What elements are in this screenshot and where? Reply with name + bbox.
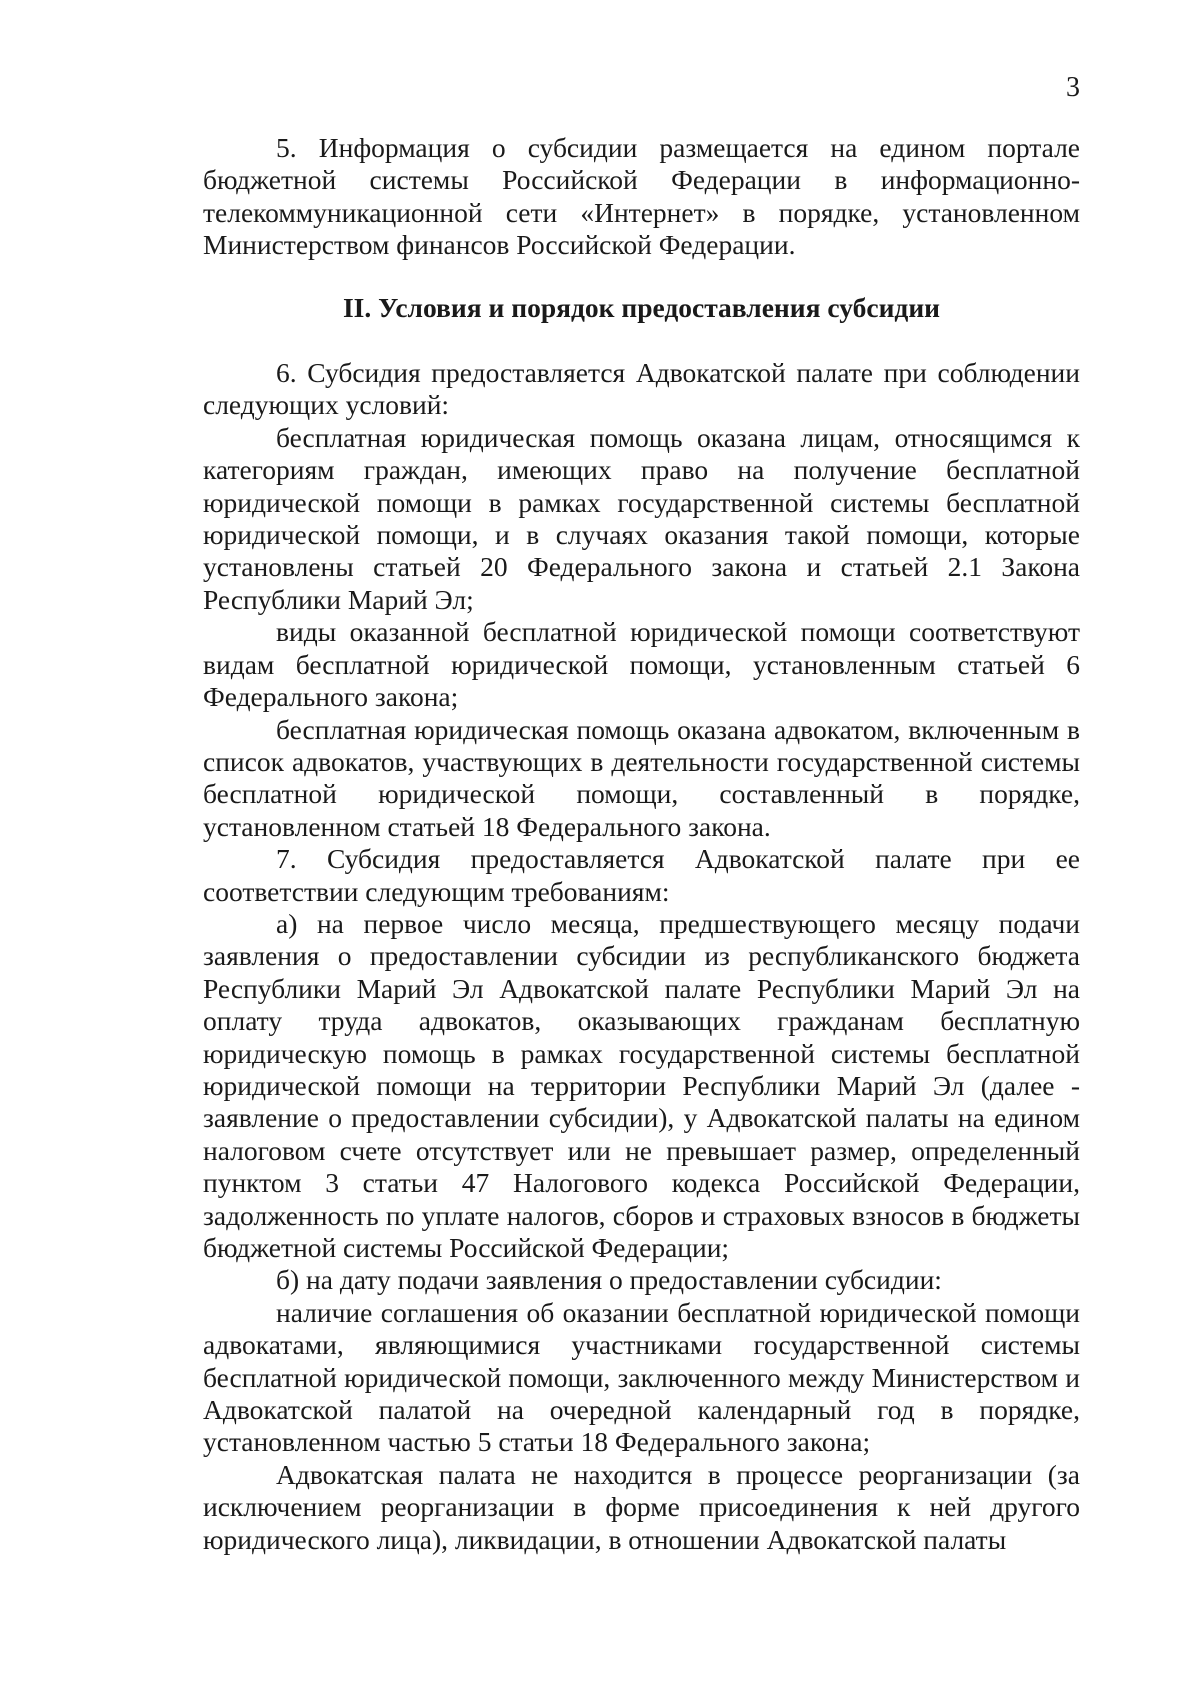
document-body xyxy=(203,132,1080,1556)
paragraph-6-condition-3: бесплатная юридическая помощь оказана адвокатом, включенным в список адвокатов, участвующих в деятельности государственной системы бесплатной юридической помощи, составленный в порядке, установленном статьей 18 Федерального закона. xyxy=(203,713,1080,842)
paragraph-6-condition-2: виды оказанной бесплатной юридической помощи соответствуют видам бесплатной юридической помощи, установленным статьей 6 Федерального закона; xyxy=(203,616,1080,713)
paragraph-7-item-b-1: наличие соглашения об оказании бесплатной юридической помощи адвокатами, являющимися участниками государственной системы бесплатной юридической помощи, заключенного между Министерством и Адвокатской палатой на очередной календарный год в порядке, установленном частью 5 статьи 18 Федерального закона; xyxy=(203,1296,1080,1458)
paragraph-7-item-b: б) на дату подачи заявления о предоставлении субсидии: xyxy=(276,1264,942,1296)
paragraph-6: 6. Субсидия предоставляется Адвокатской палате при соблюдении следующих условий: xyxy=(203,357,1080,421)
section-title: II. Условия и порядок предоставления субсидии xyxy=(342,291,941,323)
paragraph-7-item-a: а) на первое число месяца, предшествующего месяцу подачи заявления о предоставлении субсидии из республиканского бюджета Республики Марий Эл Адвокатской палате Республики Марий Эл на оплату труда адвокатов, оказывающих гражданам бесплатную юридическую помощь в рамках государственной системы бесплатной юридической помощи на территории Республики Марий Эл (далее - заявление о предоставлении субсидии), у Адвокатской палаты на едином налоговом счете отсутствует или не превышает размер, определенный пунктом 3 статьи 47 Налогового кодекса Российской Федерации, задолженность по уплате налогов, сборов и страховых взносов в бюджеты бюджетной системы Российской Федерации; xyxy=(203,907,1080,1263)
paragraph-6-condition-1: бесплатная юридическая помощь оказана лицам, относящимся к категориям граждан, имеющих право на получение бесплатной юридической помощи в рамках государственной системы бесплатной юридической помощи, и в случаях оказания такой помощи, которые установлены статьей 20 Федерального закона и статьей 2.1 Закона Республики Марий Эл; xyxy=(203,421,1080,615)
page-number: 3 xyxy=(1066,72,1080,103)
paragraph-7: 7. Субсидия предоставляется Адвокатской палате при ее соответствии следующим требованиям: xyxy=(203,843,1080,907)
paragraph-7-item-b-2: Адвокатская палата не находится в процессе реорганизации (за исключением реорганизации в форме присоединения к ней другого юридического лица), ликвидации, в отношении Адвокатской палаты xyxy=(203,1458,1080,1555)
paragraph-5: 5. Информация о субсидии размещается на едином портале бюджетной системы Российской Федерации в информационно-телекоммуникационной сети «Интернет» в порядке, установленном Министерством финансов Российской Федерации. xyxy=(203,132,1080,261)
